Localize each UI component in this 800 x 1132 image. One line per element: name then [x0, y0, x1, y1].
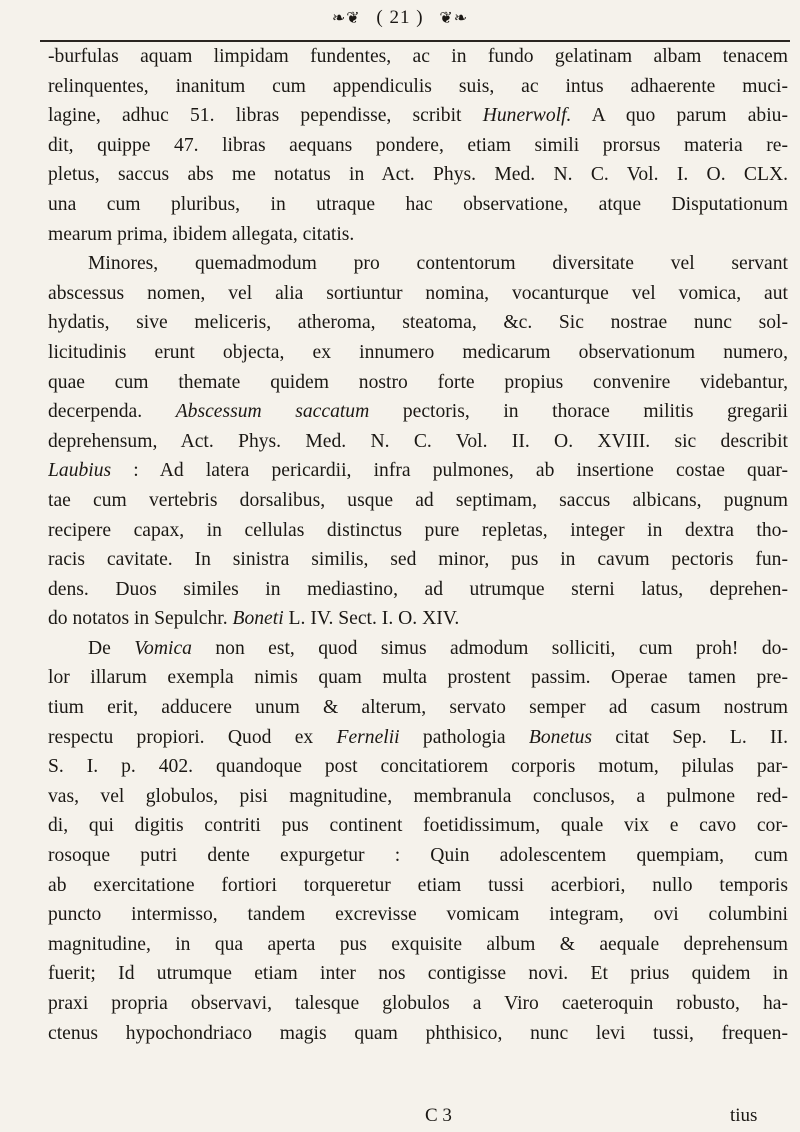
text-run: pletus, saccus abs me notatus in Act. Phys. Med. N. C. Vol. I. O. CLX. [48, 164, 788, 186]
text-run: mearum prima, ibidem allegata, citatis. [48, 223, 355, 245]
text-run: : Ad latera pericardii, infra pulmones, ab insertione costae quar- [111, 460, 788, 482]
italic-text: Vomica [134, 637, 192, 659]
running-header [0, 6, 800, 32]
text-line [48, 959, 788, 989]
body-text [48, 42, 788, 1048]
text-line [48, 131, 788, 161]
text-line [48, 841, 788, 871]
text-run: fuerit; Id utrumque etiam inter nos contigisse novi. Et prius quidem in [48, 963, 788, 985]
text-line [48, 427, 788, 457]
text-run: tae cum vertebris dorsalibus, usque ad septimam, saccus albicans, pugnum [48, 489, 788, 511]
text-run: licitudinis erunt objecta, ex innumero medicarum observationum numero, [48, 341, 788, 363]
text-run: decerpenda. [48, 401, 176, 423]
text-run: di, qui digitis contriti pus continent foetidissimum, quale vix e cavo cor- [48, 815, 788, 837]
text-line [48, 338, 788, 368]
text-run: abscessus nomen, vel alia sortiuntur nomina, vocanturque vel vomica, aut [48, 282, 788, 304]
text-run: -burfulas aquam limpidam fundentes, ac in fundo gelatinam albam tenacem [48, 46, 788, 67]
text-line [48, 871, 788, 901]
text-line [48, 604, 788, 634]
page-footer [0, 1105, 800, 1131]
text-run: deprehensum, Act. Phys. Med. N. C. Vol. II. O. XVIII. sic describit [48, 430, 788, 452]
text-line [48, 486, 788, 516]
text-run: citat Sep. L. II. [592, 726, 788, 748]
text-run: dit, quippe 47. libras aequans pondere, etiam simili prorsus materia re- [48, 134, 788, 156]
text-line [48, 101, 788, 131]
text-run: pectoris, in thorace militis gregarii [369, 401, 788, 423]
ornament-left-icon: ❧❦ [331, 9, 361, 27]
text-line [48, 308, 788, 338]
text-line [48, 545, 788, 575]
text-line [48, 397, 788, 427]
text-line [48, 456, 788, 486]
text-line [48, 190, 788, 220]
text-run: S. I. p. 402. quandoque post concitatiorem corporis motum, pilulas par- [48, 756, 788, 778]
italic-text: Hunerwolf. [482, 105, 572, 127]
text-run: pathologia [399, 726, 529, 748]
text-run: recipere capax, in cellulas distinctus pure repletas, integer in dextra tho- [48, 519, 788, 541]
signature-mark: C 3 [425, 1105, 452, 1126]
text-run: hydatis, sive meliceris, atheroma, steatoma, &c. Sic nostrae nunc sol- [48, 312, 788, 334]
text-run: De [88, 637, 135, 659]
text-run: praxi propria observavi, talesque globulos a Viro caeteroquin robusto, ha- [48, 993, 788, 1014]
text-line [48, 1019, 788, 1049]
text-run: vas, vel globulos, pisi magnitudine, membranula conclusos, a pulmone red- [48, 785, 788, 807]
italic-text: Fernelii [336, 726, 400, 748]
text-line [48, 279, 788, 309]
text-run: Minores, quemadmodum pro contentorum diversitate vel servant [88, 253, 788, 275]
text-run: lagine, adhuc 51. libras pependisse, scribit [48, 105, 483, 127]
text-run: relinquentes, inanitum cum appendiculis suis, ac intus adhaerente muci- [48, 75, 788, 97]
text-line [48, 663, 788, 693]
text-line [48, 516, 788, 546]
italic-text: Bonetus [528, 726, 593, 748]
text-run: ab exercitatione fortiori torqueretur etiam tussi acerbiori, nullo temporis [48, 874, 788, 896]
text-run: rosoque putri dente expurgetur : Quin adolescentem quempiam, cum [48, 845, 788, 867]
catchword: tius [730, 1105, 758, 1126]
page-number: ( 21 ) [376, 6, 424, 28]
text-run: puncto intermisso, tandem excrevisse vomicam integram, ovi columbini [48, 904, 788, 926]
text-line [48, 72, 788, 102]
text-run: magnitudine, in qua aperta pus exquisite album & aequale deprehensum [48, 933, 788, 955]
text-run: non est, quod simus admodum solliciti, cum proh! do- [191, 637, 788, 659]
text-line [48, 989, 788, 1019]
text-line [48, 930, 788, 960]
text-line [48, 634, 788, 664]
text-run: ctenus hypochondriaco magis quam phthisico, nunc levi tussi, frequen- [48, 1022, 788, 1044]
text-line [48, 900, 788, 930]
italic-text: Laubius [48, 460, 112, 482]
italic-text: Boneti [232, 608, 284, 630]
text-run: L. IV. Sect. I. O. XIV. [283, 608, 460, 630]
italic-text: Abscessum saccatum [175, 401, 370, 423]
text-run: una cum pluribus, in utraque hac observatione, atque Disputationum [48, 193, 788, 215]
text-run: respectu propiori. Quod ex [48, 726, 337, 748]
text-line [48, 249, 788, 279]
text-line [48, 575, 788, 605]
text-run: lor illarum exempla nimis quam multa prostent passim. Operae tamen pre- [48, 667, 788, 689]
text-line [48, 723, 788, 753]
text-run: tium erit, adducere unum & alterum, servato semper ad casum nostrum [48, 697, 788, 719]
text-run: quae cum themate quidem nostro forte propius convenire videbantur, [48, 371, 788, 393]
text-run: A quo parum abiu- [571, 105, 788, 127]
ornament-right-icon: ❦❧ [439, 9, 469, 27]
text-line [48, 160, 788, 190]
text-line [48, 42, 788, 72]
text-line [48, 368, 788, 398]
text-run: racis cavitate. In sinistra similis, sed minor, pus in cavum pectoris fun- [48, 549, 788, 571]
text-line [48, 693, 788, 723]
text-line [48, 752, 788, 782]
text-run: do notatos in Sepulchr. [48, 608, 233, 630]
text-line [48, 220, 788, 250]
text-line [48, 811, 788, 841]
text-run: dens. Duos similes in mediastino, ad utrumque sterni latus, deprehen- [48, 578, 788, 600]
text-line [48, 782, 788, 812]
